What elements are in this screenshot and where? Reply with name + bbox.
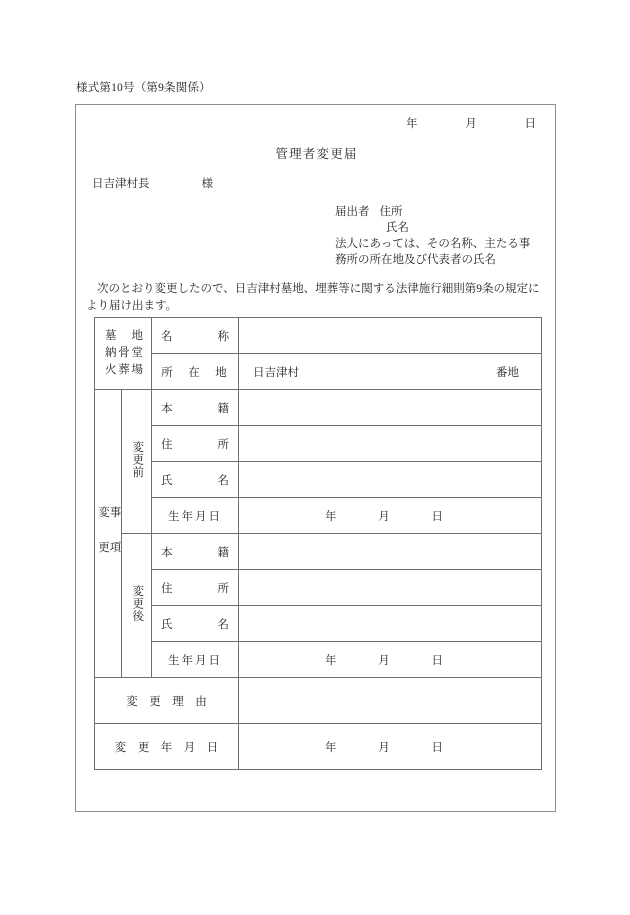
facility-ossuary-a: 納 [105,347,117,359]
label-before-honseki-inner [161,400,229,416]
value-change-date-placeholder [325,739,443,755]
label-before-change-text: 変更前 [131,441,144,479]
page-frame [75,104,556,812]
facility-grave-a: 墓 [105,330,117,342]
form-table [94,317,542,770]
change-date-year: 年 [325,741,337,754]
table-row-before-name [95,462,542,498]
header-date-year: 年 [406,118,418,130]
label-change-date-text: 変 更 年 月 日 [114,741,219,754]
facility-crematorium-a: 火 [105,364,117,376]
table-row-after-birthdate [95,642,542,678]
header-date-day: 日 [524,118,536,130]
submitter-block [335,204,530,268]
submitter-address-row [335,204,530,220]
body-paragraph-line1: 次のとおり変更したので、日吉津村墓地、埋葬等に関する法律施行細則第9条の規定に [97,283,540,295]
addressee-honorific: 様 [201,178,213,190]
value-before-address[interactable] [239,426,542,462]
after-birthdate-day: 日 [431,654,443,667]
label-before-honseki [152,390,239,426]
submitter-note-line1: 法人にあっては、その名称、主たる事 [335,238,531,250]
value-facility-location-suffix: 番地 [496,366,519,379]
facility-type-row-1 [105,328,143,345]
value-after-name[interactable] [239,606,542,642]
label-before-address-a: 住 [161,438,173,451]
label-before-honseki-a: 本 [161,402,173,415]
value-before-name[interactable] [239,462,542,498]
label-facility-location [152,354,239,390]
label-change-items-b: 事 項 [108,505,121,559]
table-row-before-address [95,426,542,462]
before-birthdate-day: 日 [431,510,443,523]
facility-type-cell [95,318,152,390]
label-after-address-b: 所 [217,582,229,595]
value-facility-location-inner [239,364,541,380]
submitter-note-line2: 務所の所在地及び代表者の氏名 [335,254,496,266]
value-before-birthdate[interactable] [239,498,542,534]
label-reason [95,678,239,724]
facility-crematorium-b: 葬 [118,364,130,376]
label-before-address [152,426,239,462]
before-birthdate-year: 年 [325,510,337,523]
value-after-honseki[interactable] [239,534,542,570]
label-after-address-a: 住 [161,582,173,595]
table-row-reason [95,678,542,724]
change-date-month: 月 [378,741,390,754]
label-facility-name-a: 名 [161,330,173,343]
submitter-name-row [335,220,530,236]
table-row-change-date [95,724,542,770]
label-change-items [95,390,122,678]
label-change-date [95,724,239,770]
facility-grave-b: 地 [131,330,143,342]
label-after-name-b: 名 [217,618,229,631]
label-facility-name [152,318,239,354]
label-after-name-inner [161,616,229,632]
value-facility-location[interactable] [239,354,542,390]
table-row-facility-location [95,354,542,390]
table-row-after-honseki [95,534,542,570]
before-birthdate-month: 月 [378,510,390,523]
header-date-month: 月 [465,118,477,130]
label-before-name-a: 氏 [161,474,173,487]
label-after-address-inner [161,580,229,596]
label-after-birthdate [152,642,239,678]
label-after-change [122,534,152,678]
label-before-honseki-b: 籍 [217,402,229,415]
table-row-before-honseki [95,390,542,426]
label-facility-name-inner [161,328,229,344]
facility-ossuary-c: 堂 [131,347,143,359]
label-before-birthdate-text: 生年月日 [168,510,222,523]
value-after-birthdate-placeholder [325,652,443,668]
label-after-name [152,606,239,642]
table-row-after-name [95,606,542,642]
label-after-honseki [152,534,239,570]
header-date-line [406,115,536,131]
label-before-name-b: 名 [217,474,229,487]
facility-crematorium-c: 場 [131,364,143,376]
table-row-after-address [95,570,542,606]
facility-type-row-3 [105,362,143,379]
label-reason-text: 変 更 理 由 [126,695,207,708]
facility-ossuary-b: 骨 [118,347,130,359]
after-birthdate-year: 年 [325,654,337,667]
submitter-address-label: 住所 [379,206,403,218]
label-facility-name-b: 称 [217,330,229,343]
table-row-facility-name [95,318,542,354]
value-after-address[interactable] [239,570,542,606]
value-facility-location-village: 日吉津村 [253,366,299,379]
label-after-address [152,570,239,606]
submitter-label: 届出者 [335,206,370,218]
label-before-name-inner [161,472,229,488]
label-facility-location-text: 所 在 地 [161,366,229,379]
addressee-name: 日吉津村長 [92,178,150,190]
label-before-change [122,390,152,534]
label-after-honseki-inner [161,544,229,560]
label-after-birthdate-text: 生年月日 [168,654,222,667]
body-paragraph-line2: より届け出ます。 [86,300,178,312]
submitter-name-label: 氏名 [386,222,409,234]
change-date-day: 日 [431,741,443,754]
label-before-name [152,462,239,498]
after-birthdate-month: 月 [378,654,390,667]
addressee-line [92,175,213,191]
label-before-birthdate [152,498,239,534]
value-before-honseki[interactable] [239,390,542,426]
label-after-honseki-b: 籍 [217,546,229,559]
table-row-before-birthdate [95,498,542,534]
label-after-honseki-a: 本 [161,546,173,559]
label-after-change-text: 変更後 [131,585,144,623]
form-number: 様式第10号（第9条関係） [76,82,211,94]
facility-type-row-2 [105,345,143,362]
label-change-items-a: 変 更 [97,505,109,559]
label-before-address-inner [161,436,229,452]
value-after-birthdate[interactable] [239,642,542,678]
label-after-name-a: 氏 [161,618,173,631]
document-title: 管理者変更届 [275,147,358,161]
value-before-birthdate-placeholder [325,508,443,524]
value-reason[interactable] [239,678,542,724]
body-paragraph [86,281,548,315]
value-facility-name[interactable] [239,318,542,354]
label-before-address-b: 所 [217,438,229,451]
value-change-date[interactable] [239,724,542,770]
